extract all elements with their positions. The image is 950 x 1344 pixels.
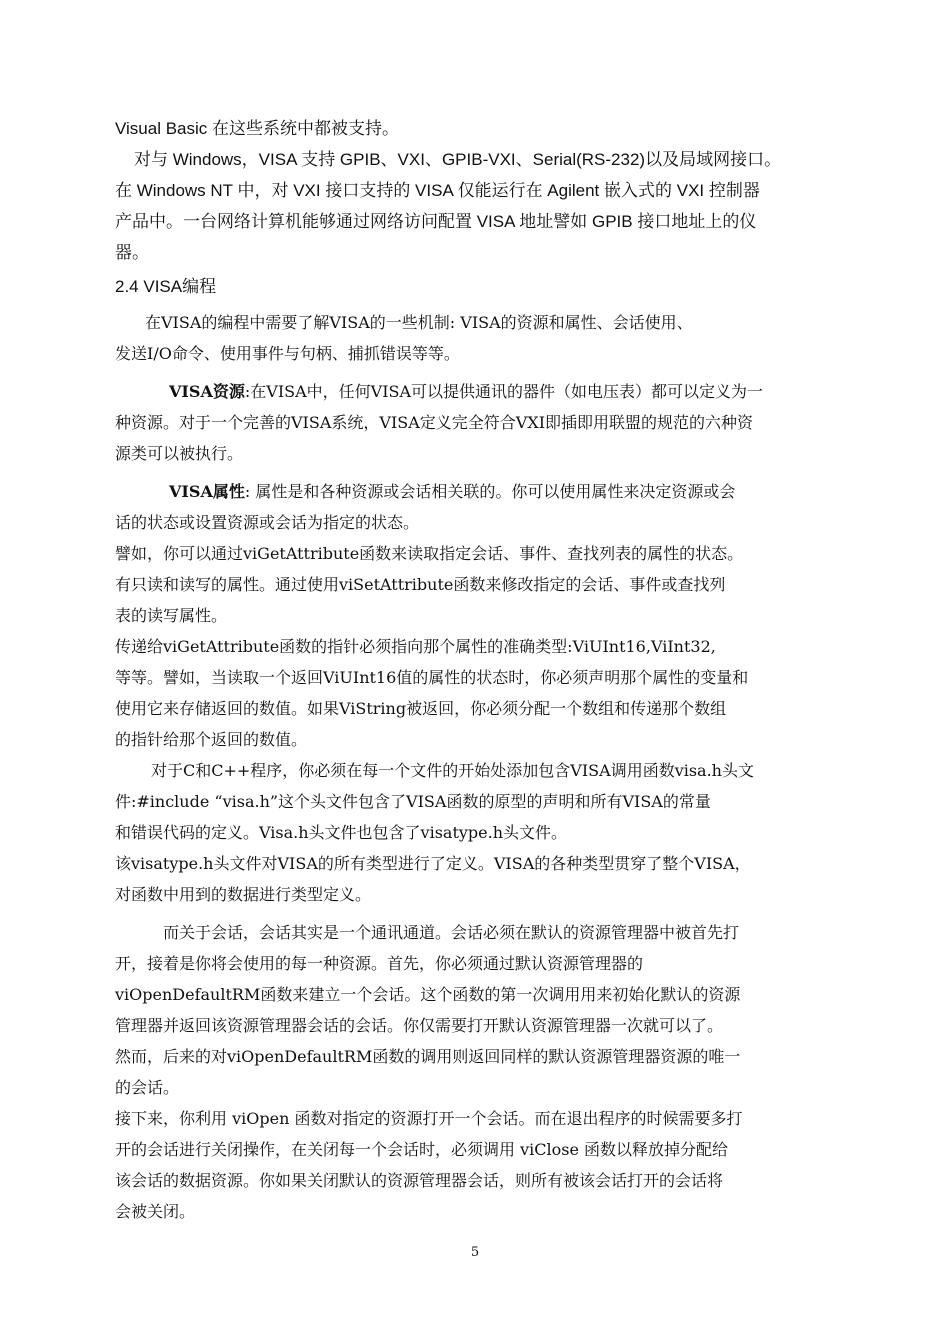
paragraph-line: 开，接着是你将会使用的每一种资源。首先，你必须通过默认资源管理器的 — [115, 954, 644, 973]
paragraph-line: 源类可以被执行。 — [115, 444, 244, 463]
term-definition: : 属性是和各种资源或会话相关联的。你可以使用属性来决定资源或会 — [244, 482, 736, 501]
paragraph-line: viOpenDefaultRM函数来建立一个会话。这个函数的第一次调用用来初始化默认的资源 — [115, 985, 741, 1004]
term-definition: :在VISA中，任何VISA可以提供通讯的器件（如电压表）都可以定义为一 — [244, 382, 764, 401]
paragraph-line: 话的状态或设置资源或会话为指定的状态。 — [115, 513, 420, 532]
paragraph-line: 开的会话进行关闭操作，在关闭每一个会话时，必须调用 viClose 函数以释放掉分配给 — [115, 1140, 729, 1159]
paragraph-line: 件:#include “visa.h”这个头文件包含了VISA函数的原型的声明和所有VISA的常量 — [115, 792, 711, 811]
section-heading: 2.4 VISA编程 — [115, 277, 217, 296]
paragraph-line: 的指针给那个返回的数值。 — [115, 730, 308, 749]
term-visa-resource: VISA资源 — [169, 382, 245, 401]
page-content — [115, 113, 837, 1227]
paragraph-line: 传递给viGetAttribute函数的指针必须指向那个属性的准确类型:ViUInt16,ViInt32, — [115, 637, 716, 656]
paragraph-line: 的会话。 — [115, 1078, 180, 1097]
paragraph-line: 产品中。一台网络计算机能够通过网络访问配置 VISA 地址譬如 GPIB 接口地址上的仪 — [115, 212, 757, 231]
paragraph-line: Visual Basic 在这些系统中都被支持。 — [115, 119, 400, 138]
paragraph-line: 使用它来存储返回的数值。如果ViString被返回，你必须分配一个数组和传递那个数组 — [115, 699, 727, 718]
paragraph-line: 管理器并返回该资源管理器会话的会话。你仅需要打开默认资源管理器一次就可以了。 — [115, 1016, 724, 1035]
paragraph-line: 对于C和C++程序，你必须在每一个文件的开始处添加包含VISA调用函数visa.h头文 — [151, 761, 754, 780]
paragraph-line — [115, 376, 837, 407]
paragraph-line: 有只读和读写的属性。通过使用viSetAttribute函数来修改指定的会话、事件或查找列 — [115, 575, 726, 594]
paragraph-line: 该visatype.h头文件对VISA的所有类型进行了定义。VISA的各种类型贯穿了整个VISA， — [115, 854, 751, 873]
paragraph-line: 发送I/O命令、使用事件与句柄、捕抓错误等等。 — [115, 344, 460, 363]
paragraph-line: 接下来，你利用 viOpen 函数对指定的资源打开一个会话。而在退出程序的时候需要多打 — [115, 1109, 743, 1128]
paragraph-line: 表的读写属性。 — [115, 606, 228, 625]
paragraph-line: 会被关闭。 — [115, 1202, 196, 1221]
paragraph-line: 然而，后来的对viOpenDefaultRM函数的调用则返回同样的默认资源管理器资源的唯一 — [115, 1047, 741, 1066]
term-visa-attribute: VISA属性 — [169, 482, 245, 501]
paragraph-line: 对与 Windows，VISA 支持 GPIB、VXI、GPIB-VXI、Serial(RS-232)以及局域网接口。 — [134, 150, 782, 169]
paragraph-line: 等等。譬如，当读取一个返回ViUInt16值的属性的状态时，你必须声明那个属性的变量和 — [115, 668, 749, 687]
paragraph-line: 对函数中用到的数据进行类型定义。 — [115, 885, 372, 904]
paragraph-line: 种资源。对于一个完善的VISA系统，VISA定义完全符合VXI即插即用联盟的规范的六种资 — [115, 413, 754, 432]
paragraph-line — [115, 476, 837, 507]
paragraph-line: 在VISA的编程中需要了解VISA的一些机制: VISA的资源和属性、会话使用、 — [145, 313, 693, 332]
paragraph-line: 该会话的数据资源。你如果关闭默认的资源管理器会话，则所有被该会话打开的会话将 — [115, 1171, 724, 1190]
paragraph-line: 和错误代码的定义。Visa.h头文件也包含了visatype.h头文件。 — [115, 823, 568, 842]
page-number: 5 — [470, 1245, 480, 1260]
paragraph-line: 譬如，你可以通过viGetAttribute函数来读取指定会话、事件、查找列表的属性的状态。 — [115, 544, 744, 563]
paragraph-line: 而关于会话，会话其实是一个通讯通道。会话必须在默认的资源管理器中被首先打 — [163, 923, 740, 942]
paragraph-line: 在 Windows NT 中，对 VXI 接口支持的 VISA 仅能运行在 Agilent 嵌入式的 VXI 控制器 — [115, 181, 760, 200]
paragraph-line: 器。 — [115, 243, 149, 262]
